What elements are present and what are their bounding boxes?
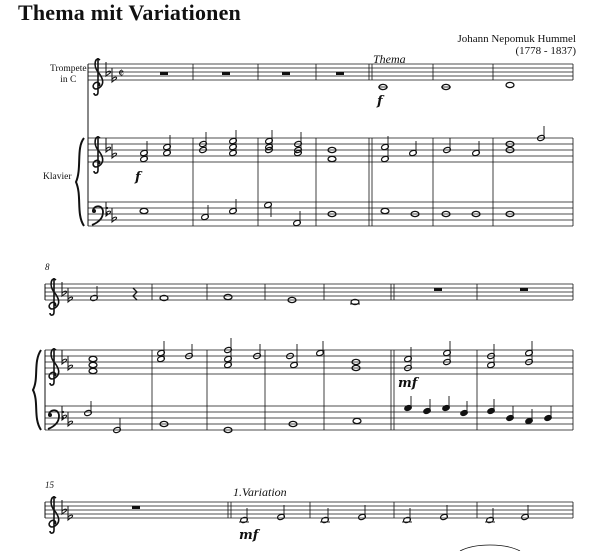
treble-clef-icon bbox=[93, 58, 103, 95]
section-label-variation: 1.Variation bbox=[233, 485, 287, 499]
dynamic-piano-sys2: mf bbox=[398, 376, 418, 391]
piano-bass-notes-sys1 bbox=[140, 199, 514, 227]
treble-clef-icon bbox=[49, 278, 59, 315]
system-3 bbox=[45, 502, 573, 518]
dynamic-trumpet-sys1: f bbox=[377, 94, 383, 109]
trumpet-label-line1: Trompete bbox=[50, 64, 87, 74]
system-1 bbox=[88, 64, 573, 226]
piano-bass-notes-sys2 bbox=[84, 396, 552, 434]
composer-name: Johann Nepomuk Hummel bbox=[457, 33, 576, 45]
piano-treble-staff-sys1 bbox=[88, 138, 573, 162]
brace-icon bbox=[76, 138, 84, 226]
treble-clef-icon bbox=[93, 136, 103, 173]
section-label-thema: Thema bbox=[373, 52, 406, 66]
slur-mark bbox=[460, 545, 520, 551]
dynamic-piano-sys1: f bbox=[135, 170, 141, 185]
dynamic-trumpet-sys3: mf bbox=[239, 528, 259, 543]
trumpet-notes-sys1 bbox=[378, 82, 514, 89]
trumpet-notes-sys2 bbox=[90, 286, 528, 305]
piano-bass-staff-sys1 bbox=[88, 202, 573, 226]
brace-icon bbox=[33, 350, 41, 430]
treble-clef-icon bbox=[49, 496, 59, 533]
piano-label: Klavier bbox=[43, 172, 72, 182]
measure-number-8: 8 bbox=[45, 262, 50, 272]
page-title: Thema mit Variationen bbox=[18, 0, 241, 25]
trumpet-label-line2: in C bbox=[60, 75, 77, 85]
time-signature: 𝄵 bbox=[118, 66, 125, 82]
measure-number-15: 15 bbox=[45, 480, 54, 490]
composer-dates: (1778 - 1837) bbox=[515, 45, 576, 57]
treble-clef-icon bbox=[49, 348, 59, 385]
